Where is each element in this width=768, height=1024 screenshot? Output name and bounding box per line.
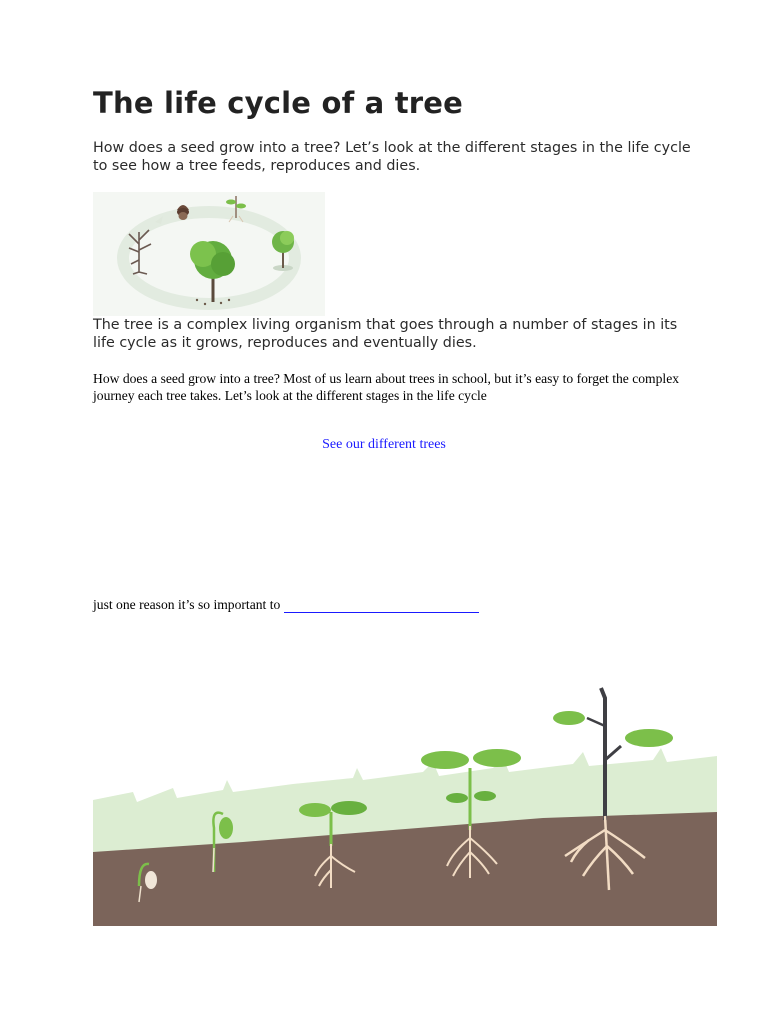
see-trees-link[interactable]: See our different trees bbox=[322, 437, 446, 452]
reason-line bbox=[93, 597, 479, 613]
seed-paragraph: How does a seed grow into a tree? Most of us learn about trees in school, but it’s easy to forget the complex journey each tree takes. Let’s look at the different stages in the life cycle bbox=[93, 371, 680, 403]
seedling-growth-image bbox=[93, 680, 717, 926]
reason-link[interactable] bbox=[284, 598, 479, 613]
intro-paragraph: How does a seed grow into a tree? Let’s look at the different stages in the life cycle to see how a tree feeds, reproduces and dies. bbox=[93, 140, 691, 174]
reason-text: just one reason it’s so important to bbox=[93, 597, 284, 612]
tree-life-cycle-image bbox=[93, 192, 325, 316]
page-title: The life cycle of a tree bbox=[93, 86, 464, 120]
organism-paragraph: The tree is a complex living organism that goes through a number of stages in its life cycle as it grows, reproduces and eventually dies. bbox=[93, 317, 678, 351]
